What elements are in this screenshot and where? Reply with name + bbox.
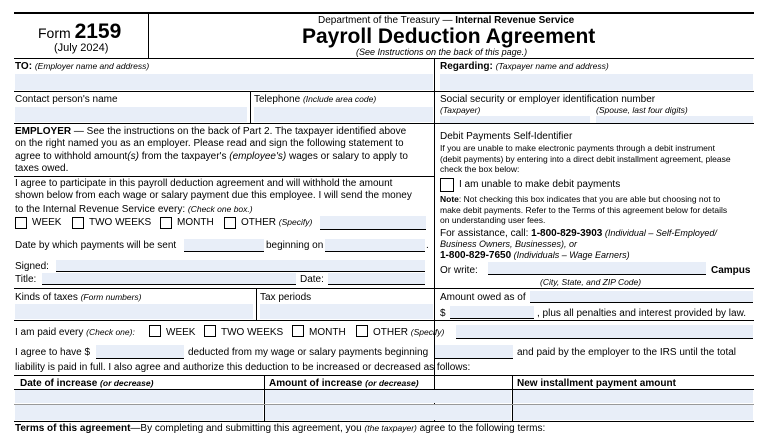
taxpayer-hint: (Taxpayer) — [440, 105, 481, 115]
write-label: Or write: — [440, 265, 478, 276]
employer-week-checkbox[interactable] — [15, 217, 27, 229]
telephone-field[interactable] — [254, 107, 433, 122]
sign-date-field[interactable] — [328, 273, 425, 285]
rule — [14, 320, 754, 321]
new-installment-field-1[interactable] — [513, 390, 753, 403]
assistance-text: For assistance, call: 1-800-829-3903 (Individual – Self-Employed/ Business Owners, Businesses), or 1-800-829-7650 (Individuals – Wage Earners) — [440, 228, 717, 261]
rule — [14, 91, 754, 92]
debit-unable-checkbox[interactable] — [440, 178, 454, 192]
increase-amount-field-2[interactable] — [265, 405, 511, 420]
date-sent-field[interactable] — [184, 239, 264, 252]
taxpayer-ssn-field[interactable] — [440, 116, 590, 123]
rule — [14, 123, 754, 124]
form-title: Payroll Deduction Agreement — [302, 25, 596, 48]
paid-two-weeks-label: TWO WEEKS — [221, 327, 284, 338]
beginning-on-field[interactable] — [325, 239, 425, 252]
contact-person-field[interactable] — [15, 107, 247, 122]
paid-week-label: WEEK — [166, 327, 196, 338]
form-word: Form 2159 — [38, 20, 122, 43]
rule — [14, 176, 434, 177]
deduct-amount-field[interactable] — [96, 345, 184, 359]
date-sent-label: Date by which payments will be sent — [15, 240, 177, 251]
kinds-of-taxes-label: Kinds of taxes (Form numbers) — [15, 292, 142, 303]
spouse-hint: (Spouse, last four digits) — [596, 105, 688, 115]
paid-week-checkbox[interactable] — [149, 325, 161, 337]
paid-month-checkbox[interactable] — [292, 325, 304, 337]
col-amount-of-increase: Amount of increase (or decrease) — [269, 378, 419, 389]
employer-name-address-field[interactable] — [15, 74, 433, 90]
employer-two-weeks-label: TWO WEEKS — [89, 217, 152, 228]
rule — [14, 288, 754, 289]
tax-periods-field[interactable] — [260, 304, 433, 319]
employer-week-label: WEEK — [32, 217, 62, 228]
col-new-installment: New installment payment amount — [517, 378, 676, 389]
increase-date-field-2[interactable] — [15, 405, 263, 420]
new-installment-field-2[interactable] — [513, 405, 753, 420]
spouse-ssn-field[interactable] — [596, 116, 753, 123]
kinds-of-taxes-field[interactable] — [15, 304, 253, 319]
tax-periods-label: Tax periods — [260, 292, 312, 303]
rule — [14, 375, 754, 376]
amount-owed-date-field[interactable] — [530, 291, 753, 303]
top-rule — [14, 12, 754, 14]
paid-every-label: I am paid every (Check one): — [15, 327, 135, 338]
terms-line: Terms of this agreement—By completing and submitting this agreement, you (the taxpayer) agree to the following terms: — [15, 423, 546, 434]
employer-other-checkbox[interactable] — [224, 217, 236, 229]
regarding-label: Regarding: (Taxpayer name and address) — [440, 61, 609, 72]
employer-two-weeks-checkbox[interactable] — [72, 217, 84, 229]
ssn-label: Social security or employer identification number — [440, 94, 656, 105]
form-number: 2159 — [74, 20, 122, 43]
debit-unable-label: I am unable to make debit payments — [459, 179, 621, 190]
rule — [14, 421, 754, 422]
employer-intro: EMPLOYER — See the instructions on the back of Part 2. The taxpayer identified above on the right named you as an employer. Please read and sign the following statement to agree to withhold amount(s) from the taxpayer's (employee's) wages or salary to apply to taxes owed. — [15, 126, 408, 175]
deduct-text-2: deducted from my wage or salary payments beginning — [188, 347, 429, 358]
contact-person-label: Contact person's name — [15, 94, 118, 105]
employer-other-label: OTHER (Specify) — [241, 217, 313, 228]
deduct-text-1: I agree to have $ — [15, 347, 91, 358]
title-field[interactable] — [42, 273, 296, 285]
dollar-sign: $ — [440, 308, 446, 319]
to-label: TO: (Employer name and address) — [15, 61, 150, 72]
amount-owed-label: Amount owed as of — [440, 292, 526, 303]
amount-owed-field[interactable] — [450, 306, 534, 319]
header-bottom-rule — [14, 58, 754, 59]
col-date-of-increase: Date of increase (or decrease) — [20, 378, 154, 389]
deduct-text-4: liability is paid in full. I also agree and authorize this deduction to be increased or decreased as follows: — [15, 362, 471, 373]
beginning-on-label: beginning on — [266, 240, 324, 251]
divider — [250, 91, 251, 123]
employer-other-specify-field[interactable] — [320, 216, 426, 230]
paid-other-label: OTHER (Specify) — [373, 327, 445, 338]
taxpayer-name-address-field[interactable] — [440, 74, 753, 90]
employer-month-checkbox[interactable] — [160, 217, 172, 229]
divider — [256, 288, 257, 320]
penalties-text: , plus all penalties and interest provided by law. — [537, 308, 747, 319]
paid-two-weeks-checkbox[interactable] — [204, 325, 216, 337]
debit-note: Note: Not checking this box indicates that you are able but choosing not to make debit payments. Refer to the Terms of this agreement below for details on understanding user fees. — [440, 194, 728, 226]
deduct-text-3: and paid by the employer to the IRS until the total — [517, 347, 737, 358]
period-mark: . — [426, 240, 429, 251]
increase-date-field-1[interactable] — [15, 390, 263, 403]
debit-text: If you are unable to make electronic payments through a debit instrument (debit payments) by entering into a direct debit installment agreement, please check the box below: — [440, 143, 731, 175]
employer-month-label: MONTH — [177, 217, 214, 228]
debit-heading: Debit Payments Self-Identifier — [440, 131, 573, 142]
paid-other-specify-field[interactable] — [456, 325, 753, 339]
paid-month-label: MONTH — [309, 327, 346, 338]
form-subtitle: (See Instructions on the back of this page.) — [356, 47, 528, 57]
city-hint: (City, State, and ZIP Code) — [540, 277, 642, 287]
paid-other-checkbox[interactable] — [356, 325, 368, 337]
deduct-beginning-field[interactable] — [435, 345, 513, 359]
form-date: (July 2024) — [54, 42, 109, 54]
campus-city-field[interactable] — [488, 262, 706, 275]
date-label: Date: — [300, 274, 324, 285]
increase-amount-field-1[interactable] — [265, 390, 511, 403]
header-divider — [148, 14, 149, 58]
campus-label: Campus — [711, 265, 751, 276]
signed-label: Signed: — [15, 261, 49, 272]
signature-field[interactable] — [56, 260, 425, 272]
employer-agreement-text: I agree to participate in this payroll deduction agreement and will withhold the amount shown below from each wage or salary payment due this employee. I will send the money to the Internal Revenue Service every: (Check one box.) — [15, 178, 412, 215]
title-label: Title: — [15, 274, 37, 285]
department-line: Department of the Treasury — Internal Revenue Service — [318, 15, 575, 26]
telephone-label: Telephone (Include area code) — [254, 94, 377, 105]
